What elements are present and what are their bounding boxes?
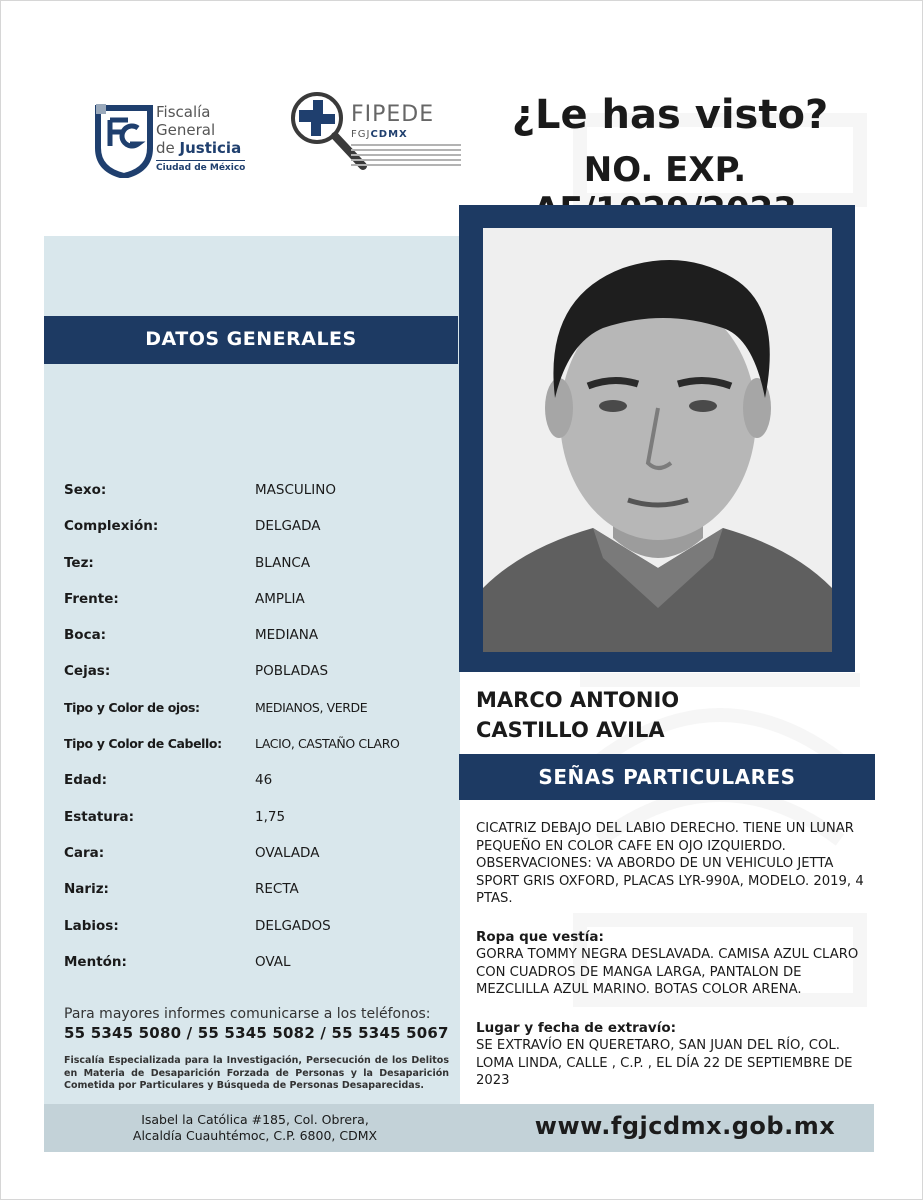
- fipede-fine-print: [351, 144, 461, 169]
- datos-value: POBLADAS: [255, 663, 329, 680]
- datos-row-sexo: [64, 480, 444, 516]
- datos-row-nariz: [64, 879, 444, 915]
- footer-address: [60, 1112, 450, 1144]
- datos-row-cejas: [64, 661, 444, 697]
- datos-label: Tipo y Color de ojos:: [64, 699, 200, 715]
- datos-value: DELGADA: [255, 518, 321, 535]
- lugar-title: Lugar y fecha de extravío:: [476, 1020, 677, 1036]
- fipede-sub: FGJCDMX: [351, 129, 408, 140]
- contact-phones: 55 5345 5080 / 55 5345 5082 / 55 5345 5067: [64, 1024, 449, 1042]
- contact-intro: Para mayores informes comunicarse a los teléfonos:: [64, 1006, 431, 1022]
- datos-value: BLANCA: [255, 554, 311, 571]
- missing-person-photo: [483, 228, 832, 652]
- datos-value: OVALADA: [255, 844, 320, 861]
- datos-label: Complexión:: [64, 518, 159, 535]
- lugar-description: SE EXTRAVÍO EN QUERETARO, SAN JUAN DEL RÍO, COL. LOMA LINDA, CALLE , C.P. , EL DÍA 22 DE SEPTIEMBRE DE 2023: [476, 1038, 853, 1088]
- fgj-logo-line2: General: [156, 121, 216, 139]
- datos-value: RECTA: [255, 881, 299, 898]
- datos-row-cabello: [64, 734, 444, 770]
- senas-particulares-title: SEÑAS PARTICULARES: [538, 765, 796, 789]
- senas-particulares-banner: [459, 754, 875, 800]
- datos-row-ojos: [64, 698, 444, 734]
- datos-row-complexion: [64, 516, 444, 552]
- datos-label: Mentón:: [64, 953, 127, 970]
- person-name-line1: MARCO ANTONIO: [476, 688, 680, 712]
- datos-value: 1,75: [255, 808, 286, 825]
- datos-row-labios: [64, 916, 444, 952]
- fipede-name: FIPEDE: [351, 102, 435, 127]
- datos-generales-title: DATOS GENERALES: [145, 328, 357, 350]
- datos-label: Cara:: [64, 844, 105, 861]
- datos-row-edad: [64, 770, 444, 806]
- fiscalia-description: Fiscalía Especializada para la Investigación, Persecución de los Delitos en Materia de Desaparición Forzada de Personas y la Desaparición Cometida por Particulares y Búsqueda de Personas Desaparecidas.: [64, 1055, 449, 1091]
- datos-value: AMPLIA: [255, 590, 305, 607]
- datos-label: Tipo y Color de Cabello:: [64, 736, 222, 752]
- datos-label: Tez:: [64, 554, 94, 571]
- datos-row-menton: [64, 952, 444, 988]
- datos-row-boca: [64, 625, 444, 661]
- datos-list: [64, 480, 444, 988]
- datos-row-cara: [64, 843, 444, 879]
- ropa-title: Ropa que vestía:: [476, 929, 604, 945]
- fipede-logo: [285, 88, 465, 178]
- datos-value: 46: [255, 772, 273, 789]
- datos-value: MEDIANOS, VERDE: [255, 699, 368, 715]
- datos-value: MEDIANA: [255, 627, 319, 644]
- ropa-description: GORRA TOMMY NEGRA DESLAVADA. CAMISA AZUL CLARO CON CUADROS DE MANGA LARGA, PANTALON DE MEZCLILLA AZUL MARINO. BOTAS COLOR ARENA.: [476, 947, 859, 997]
- datos-value: LACIO, CASTAÑO CLARO: [255, 736, 400, 752]
- fgj-logo-line4: Ciudad de México: [156, 160, 245, 173]
- datos-row-estatura: [64, 807, 444, 843]
- datos-value: OVAL: [255, 953, 291, 970]
- datos-label: Edad:: [64, 772, 108, 789]
- datos-label: Boca:: [64, 627, 107, 644]
- senas-description: CICATRIZ DEBAJO DEL LABIO DERECHO. TIENE UN LUNAR PEQUEÑO EN COLOR CAFE EN OJO IZQUIERDO. OBSERVACIONES: VA ABORDO DE UN VEHICULO JETTA SPORT GRIS OXFORD, PLACAS LYR-990A, MODELO. 2019, 4 PTAS.: [476, 821, 864, 906]
- datos-value: DELGADOS: [255, 917, 331, 934]
- fgj-logo-line3: de Justicia: [156, 139, 242, 157]
- datos-label: Frente:: [64, 590, 119, 607]
- person-name-line2: CASTILLO AVILA: [476, 718, 665, 742]
- footer-address-line1: Isabel la Católica #185, Col. Obrera,: [141, 1112, 369, 1127]
- footer-address-line2: Alcaldía Cuauhtémoc, C.P. 6800, CDMX: [132, 1128, 378, 1143]
- footer-website[interactable]: www.fgjcdmx.gob.mx: [534, 1112, 836, 1140]
- datos-row-tez: [64, 553, 444, 589]
- fgj-shield-icon: [94, 104, 154, 178]
- datos-label: Labios:: [64, 917, 119, 934]
- expediente-number: NO. EXP.: [583, 150, 747, 190]
- datos-generales-banner: [44, 316, 458, 364]
- datos-label: Cejas:: [64, 663, 111, 680]
- fgj-logo-line1: Fiscalía: [156, 103, 211, 121]
- datos-value: MASCULINO: [255, 482, 336, 498]
- datos-row-frente: [64, 589, 444, 625]
- datos-label: Nariz:: [64, 881, 109, 898]
- fgj-logo: [94, 100, 254, 180]
- datos-label: Sexo:: [64, 482, 107, 498]
- headline: ¿Le has visto?: [511, 92, 829, 138]
- datos-label: Estatura:: [64, 808, 135, 825]
